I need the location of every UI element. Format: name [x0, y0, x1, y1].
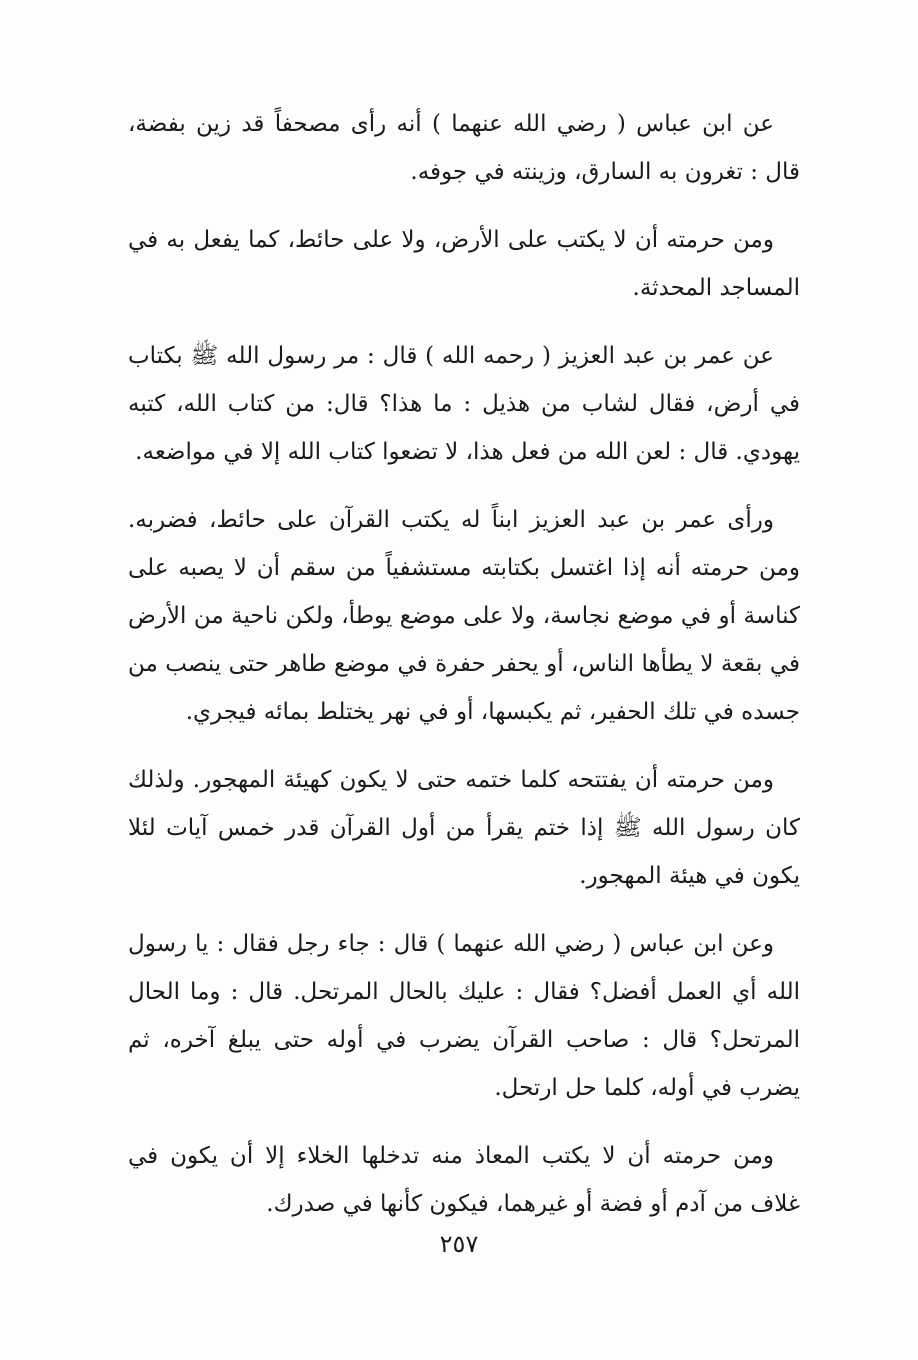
paragraph-5: ومن حرمته أن يفتتحه كلما ختمه حتى لا يكون كهيئة المهجور. ولذلك كان رسول الله ﷺ إذا ختم يقرأ من أول القرآن قدر خمس آيات لئلا يكون في هيئة المهجور. — [128, 767, 800, 889]
paragraph-7: ومن حرمته أن لا يكتب المعاذ منه تدخلها الخلاء إلا أن يكون في غلاف من آدم أو فضة أو غيرهما، فيكون كأنها في صدرك. — [128, 1143, 800, 1217]
paragraph-1: عن ابن عباس ( رضي الله عنهما ) أنه رأى مصحفاً قد زين بفضة، قال : تغرون به السارق، وزينته في جوفه. — [128, 111, 800, 185]
paragraph-6: وعن ابن عباس ( رضي الله عنهما ) قال : جاء رجل فقال : يا رسول الله أي العمل أفضل؟ فقال : عليك بالحال المرتحل. قال : وما الحال المرتحل؟ قال : صاحب القرآن يضرب في أوله حتى يبلغ آخره، ثم يضرب في أوله، كلما حل ارتحل. — [128, 931, 800, 1101]
paragraph-2: ومن حرمته أن لا يكتب على الأرض، ولا على حائط، كما يفعل به في المساجد المحدثة. — [128, 227, 800, 301]
page-body — [128, 100, 800, 1248]
page-number: ٢٥٧ — [439, 1230, 479, 1258]
paragraph-3: عن عمر بن عبد العزيز ( رحمه الله ) قال : مر رسول الله ﷺ بكتاب في أرض، فقال لشاب من هذيل : ما هذا؟ قال: من كتاب الله، كتبه يهودي. قال : لعن الله من فعل هذا، لا تضعوا كتاب الله إلا في مواضعه. — [128, 343, 800, 465]
paragraph-4: ورأى عمر بن عبد العزيز ابناً له يكتب القرآن على حائط، فضربه. ومن حرمته أنه إذا اغتسل بكتابته مستشفياً من سقم أن لا يصبه على كناسة أو في موضع نجاسة، ولا على موضع يوطأ، ولكن ناحية من الأرض في بقعة لا يطأها الناس، أو يحفر حفرة في موضع طاهر حتى ينصب من جسده في تلك الحفير، ثم يكبسها، أو في نهر يختلط بمائه فيجري. — [128, 507, 800, 725]
